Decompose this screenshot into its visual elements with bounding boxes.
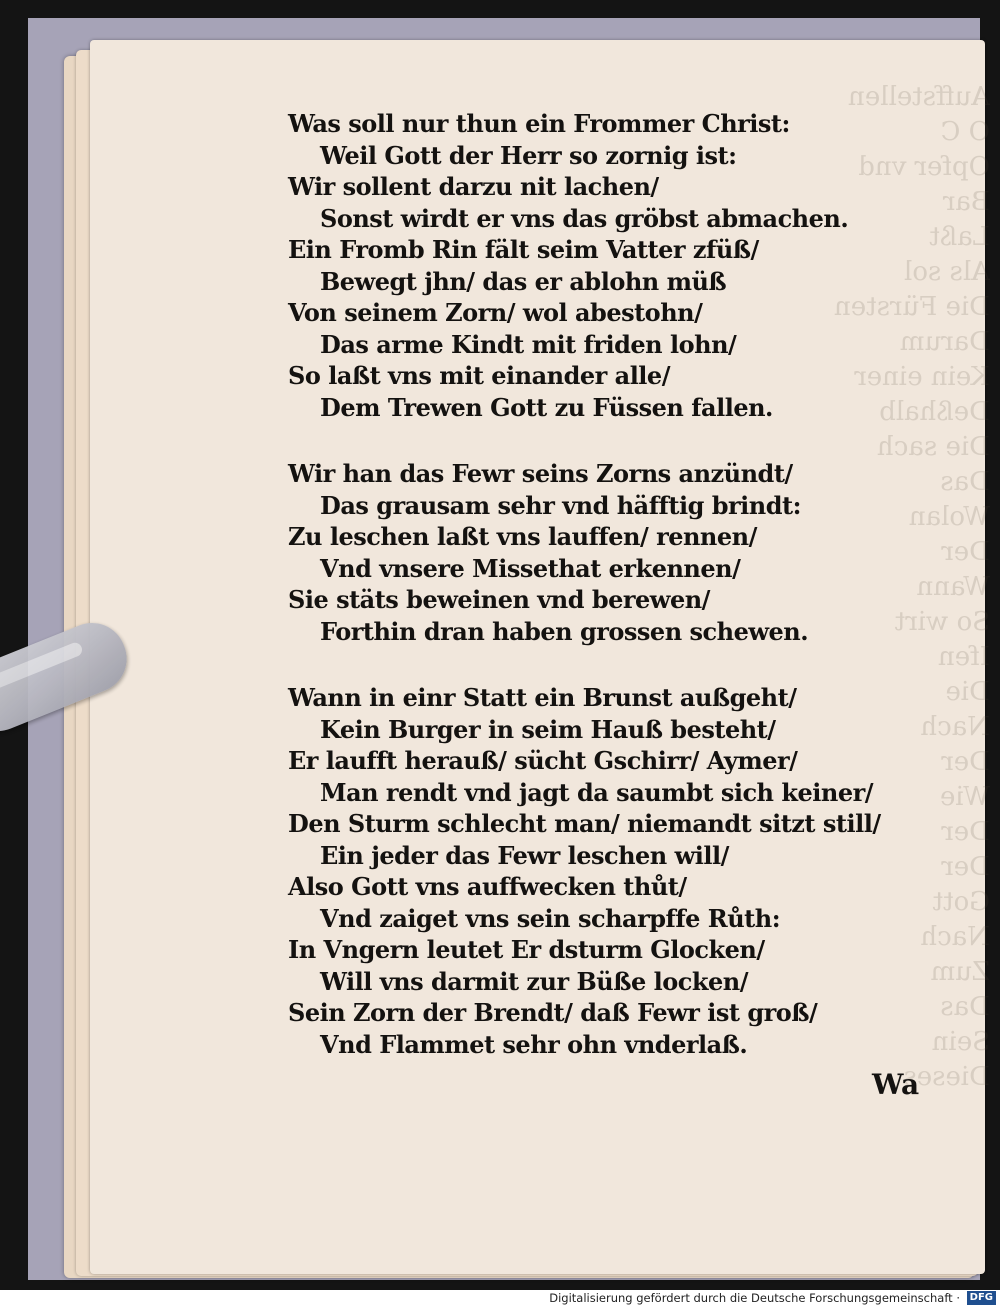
verse-line: Von seinem Zorn/ wol abestohn/ [288,298,703,327]
verse-line: So laßt vns mit einander alle/ [288,361,670,390]
footer-bar [0,1290,1000,1307]
verse-line: Wir han das Fewr seins Zorns anzündt/ [288,459,793,488]
verse-line: Das grausam sehr vnd häfftig brindt: [320,490,801,520]
catchword: Wa [872,1068,920,1101]
verse-line: Das arme Kindt mit friden lohn/ [320,329,737,359]
verse-line: Vnd zaiget vns sein scharpffe Růth: [320,903,781,933]
verse-line: Kein Burger in seim Hauß besteht/ [320,714,776,744]
stanza [288,458,968,647]
verse-line: Vnd Flammet sehr ohn vnderlaß. [320,1029,748,1059]
funding-credit: Digitalisierung gefördert durch die Deutsche Forschungsgemeinschaft · [549,1291,960,1305]
verse-line: Weil Gott der Herr so zornig ist: [320,140,737,170]
verse-line: Man rendt vnd jagt da saumbt sich keiner/ [320,777,874,807]
verse-line: In Vngern leutet Er dsturm Glocken/ [288,935,765,964]
verse-line: Ein Fromb Rin fält seim Vatter zfüß/ [288,235,759,264]
verse-line: Wir sollent darzu nit lachen/ [288,172,659,201]
book-page [90,40,990,1274]
verse-line: Ein jeder das Fewr leschen will/ [320,840,729,870]
show-through-text: Auffstellen O C Opfer vnd Bar Laßt Als sol Die Fürsten Darum Kein einer Deßhalb Die sach Das Wolan Der Wann So wirt Ifen Die Nach Der Wie Der Der Gott Nach Zum Das Sein Dieses [834,82,990,1092]
verse-line: Zu leschen laßt vns lauffen/ rennen/ [288,522,757,551]
stanza [288,108,968,423]
verse-line: Forthin dran haben grossen schewen. [320,616,809,646]
verse-line: Er laufft herauß/ sücht Gschirr/ Aymer/ [288,746,798,775]
verse-line: Bewegt jhn/ das er ablohn müß [320,266,727,296]
verse-line: Was soll nur thun ein Frommer Christ: [288,109,790,138]
poem-text [288,108,968,1095]
verse-line: Wann in einr Statt ein Brunst außgeht/ [288,683,797,712]
verse-line: Sie stäts beweinen vnd berewen/ [288,585,710,614]
verse-line: Will vns darmit zur Büße locken/ [320,966,748,996]
verse-line: Sein Zorn der Brendt/ daß Fewr ist groß/ [288,998,818,1027]
dfg-logo: DFG [967,1291,996,1305]
verse-line: Dem Trewen Gott zu Füssen fallen. [320,392,773,422]
verse-line: Also Gott vns auffwecken thůt/ [288,872,687,901]
verse-line: Vnd vnsere Missethat erkennen/ [320,553,741,583]
verse-line: Den Sturm schlecht man/ niemandt sitzt still/ [288,809,881,838]
verse-line: Sonst wirdt er vns das gröbst abmachen. [320,203,849,233]
clip-highlight [0,641,84,691]
stanza [288,682,968,1060]
